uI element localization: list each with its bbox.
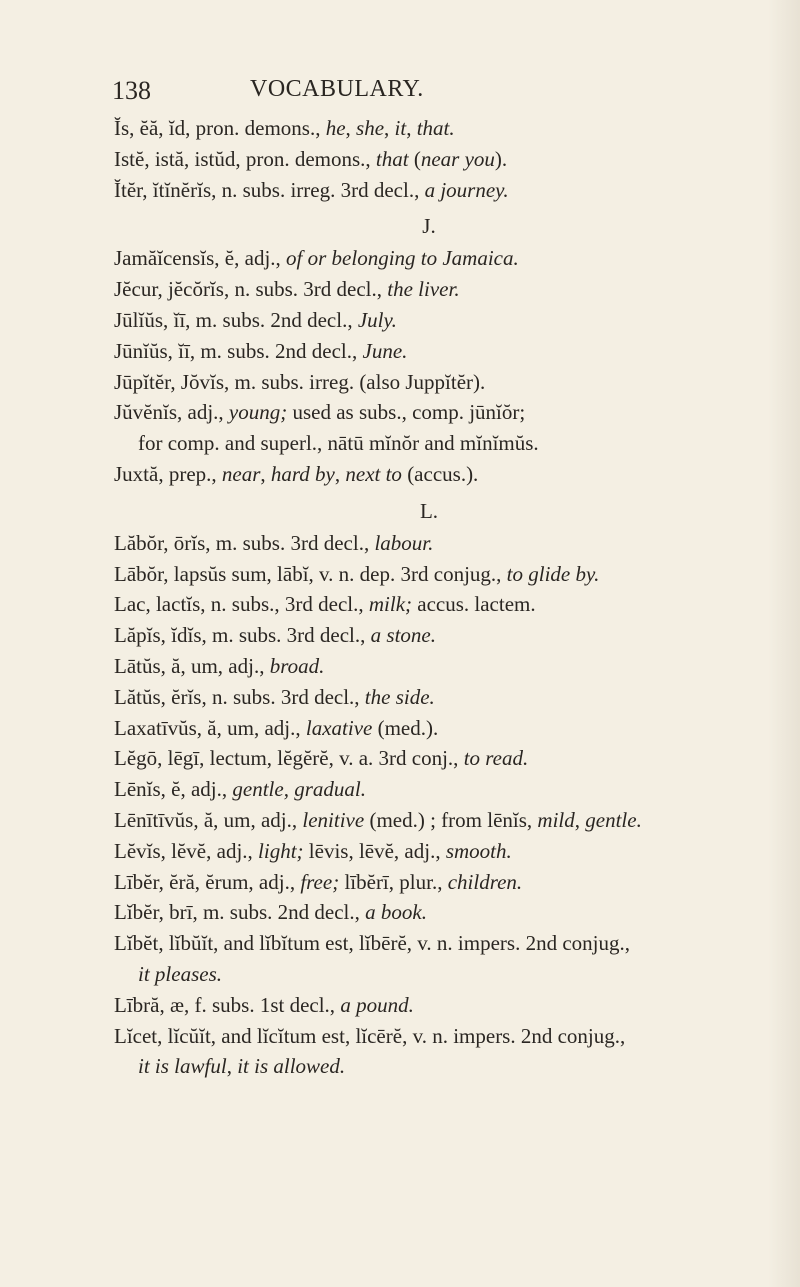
entry-text: for comp. and superl., nātū mĭnŏr and mĭnĭmŭs. [138, 431, 539, 456]
entry-text: Istĕ, istă, istŭd, pron. demons., [114, 146, 376, 171]
entry-text: , [260, 461, 271, 486]
entry-line [114, 305, 784, 336]
entry-line [114, 243, 784, 274]
entry-continuation-line [114, 428, 784, 459]
entry-text: Ĭtĕr, ĭtĭnĕrĭs, n. subs. irreg. 3rd decl., [114, 177, 425, 202]
entry-text: Jamăĭcensĭs, ĕ, adj., [114, 246, 287, 271]
entry-translation: that [375, 146, 409, 171]
entry-translation: she [356, 116, 385, 140]
entry-text: Jūlĭŭs, ĭī, m. subs. 2nd decl., [114, 307, 358, 332]
entry-text: Lābŏr, lapsŭs sum, lābĭ, v. n. dep. 3rd conjug., [114, 561, 507, 586]
entry-text: , [345, 116, 357, 140]
entry-line [114, 589, 784, 620]
entry-translation: the liver. [387, 277, 460, 302]
entry-line [114, 743, 784, 774]
entry-translation: a stone. [370, 623, 436, 648]
entry-text: Lĭbĕr, brī, m. subs. 2nd decl., [114, 900, 366, 925]
entry-text: , [226, 1054, 238, 1079]
entry-translation: young; [228, 400, 288, 425]
entry-line [114, 620, 784, 651]
entry-translation: mild [537, 807, 575, 832]
entry-translation: milk; [368, 592, 413, 617]
entry-text: Ĭs, ĕă, ĭd, pron. demons., [114, 116, 326, 140]
entry-text: Lĭcet, lĭcŭĭt, and lĭcĭtum est, lĭcērĕ, v. n. impers. 2nd conjug., [114, 1023, 626, 1048]
entry-text: (accus.). [401, 461, 479, 486]
entry-text: Laxatīvŭs, ă, um, adj., [114, 715, 306, 740]
entry-line [114, 928, 784, 959]
vocabulary-entries [114, 113, 784, 1082]
entry-text: lēvis, lēvĕ, adj., [303, 838, 446, 863]
entry-line [114, 274, 784, 305]
entry-text: Jūnĭŭs, ĭī, m. subs. 2nd decl., [114, 338, 363, 363]
entry-translation: hard by [270, 461, 335, 486]
page-number: 138 [112, 76, 151, 105]
entry-translation: that. [416, 116, 455, 140]
entry-translation: laxative [305, 715, 373, 740]
entry-line [114, 897, 784, 928]
entry-translation: to read. [463, 746, 529, 771]
entry-text: Jŭvĕnĭs, adj., [114, 400, 229, 425]
entry-translation: to glide by. [506, 561, 600, 586]
entry-text: (med.). [372, 715, 439, 740]
entry-text: Lac, lactĭs, n. subs., 3rd decl., [114, 592, 369, 617]
entry-line [114, 336, 784, 367]
running-title: VOCABULARY. [250, 76, 424, 102]
entry-continuation-line [114, 959, 784, 990]
entry-line [114, 459, 784, 490]
entry-line [114, 397, 784, 428]
entry-text: Lībră, æ, f. subs. 1st decl., [114, 992, 341, 1017]
entry-translation: it [394, 116, 407, 140]
section-letter-heading: J. [422, 214, 436, 239]
entry-line [114, 528, 784, 559]
entry-translation: near [221, 461, 261, 486]
entry-text: accus. lactem. [412, 592, 536, 617]
page-header [112, 76, 532, 104]
entry-line [114, 1021, 784, 1052]
entry-translation: smooth. [445, 838, 512, 863]
entry-line [114, 651, 784, 682]
entry-text: Lēnĭs, ĕ, adj., [114, 777, 233, 802]
entry-translation: near you [420, 146, 495, 171]
entry-translation: light; [258, 838, 304, 863]
entry-translation: July. [357, 307, 397, 332]
entry-text: , [406, 116, 417, 140]
entry-line [114, 836, 784, 867]
entry-text: Lătŭs, ĕrĭs, n. subs. 3rd decl., [114, 684, 365, 709]
entry-translation: it is lawful [138, 1054, 227, 1079]
entry-translation: it pleases. [138, 961, 222, 986]
entry-text: Juxtă, prep., [114, 461, 222, 486]
entry-translation: a journey. [424, 177, 509, 202]
entry-line [114, 559, 784, 590]
entry-translation: June. [362, 338, 408, 363]
entry-translation: free; [300, 869, 340, 894]
entry-line [114, 144, 784, 175]
entry-text: lībĕrī, plur., [339, 869, 448, 894]
entry-text: (med.) ; from lēnĭs, [364, 807, 538, 832]
entry-line [114, 990, 784, 1021]
entry-text: Jĕcur, jĕcŏrĭs, n. subs. 3rd decl., [114, 277, 388, 302]
entry-text: Lĭbĕt, lĭbŭĭt, and lĭbĭtum est, lĭbērĕ, v. n. impers. 2nd conjug., [114, 931, 630, 956]
entry-translation: a book. [365, 900, 427, 925]
entry-line [114, 713, 784, 744]
entry-translation: of or belonging to Jamaica. [286, 246, 519, 271]
entry-text: , [384, 116, 395, 140]
entry-translation: the side. [364, 684, 435, 709]
entry-text: Jūpĭtĕr, Jŏvĭs, m. subs. irreg. (also Juppĭtĕr). [114, 369, 486, 394]
entry-line [114, 867, 784, 898]
entry-line [114, 367, 784, 398]
entry-text: Lībĕr, ĕră, ĕrum, adj., [114, 869, 301, 894]
entry-text: Lātŭs, ă, um, adj., [114, 653, 270, 678]
entry-translation: it is allowed. [237, 1054, 346, 1079]
entry-continuation-line [114, 1051, 784, 1082]
entry-line [114, 113, 784, 144]
entry-text: Lăbŏr, ōrĭs, m. subs. 3rd decl., [114, 530, 375, 555]
entry-line [114, 774, 784, 805]
entry-translation: broad. [269, 653, 325, 678]
entry-text: Lăpĭs, ĭdĭs, m. subs. 3rd decl., [114, 623, 371, 648]
section-letter-heading: L. [419, 498, 439, 523]
entry-line [114, 682, 784, 713]
entry-text: , [334, 461, 346, 486]
entry-translation: gentle. [585, 807, 642, 832]
entry-text: Lēnītīvŭs, ă, um, adj., [114, 807, 303, 832]
entry-translation: a pound. [340, 992, 414, 1017]
entry-text: used as subs., comp. jūnĭŏr; [287, 400, 526, 425]
entry-translation: next to [345, 461, 402, 486]
entry-line [114, 175, 784, 206]
entry-text: , [574, 807, 586, 832]
entry-text: Lĕvĭs, lĕvĕ, adj., [114, 838, 259, 863]
entry-line [114, 805, 784, 836]
entry-translation: children. [447, 869, 523, 894]
entry-text: ). [494, 146, 508, 171]
entry-text: ( [408, 146, 421, 171]
entry-text: Lĕgō, lēgī, lectum, lĕgĕrĕ, v. a. 3rd conj., [114, 746, 464, 771]
entry-translation: lenitive [302, 807, 365, 832]
entry-translation: labour. [374, 530, 434, 555]
entry-translation: gentle, gradual. [232, 777, 366, 802]
entry-translation: he [325, 116, 346, 140]
